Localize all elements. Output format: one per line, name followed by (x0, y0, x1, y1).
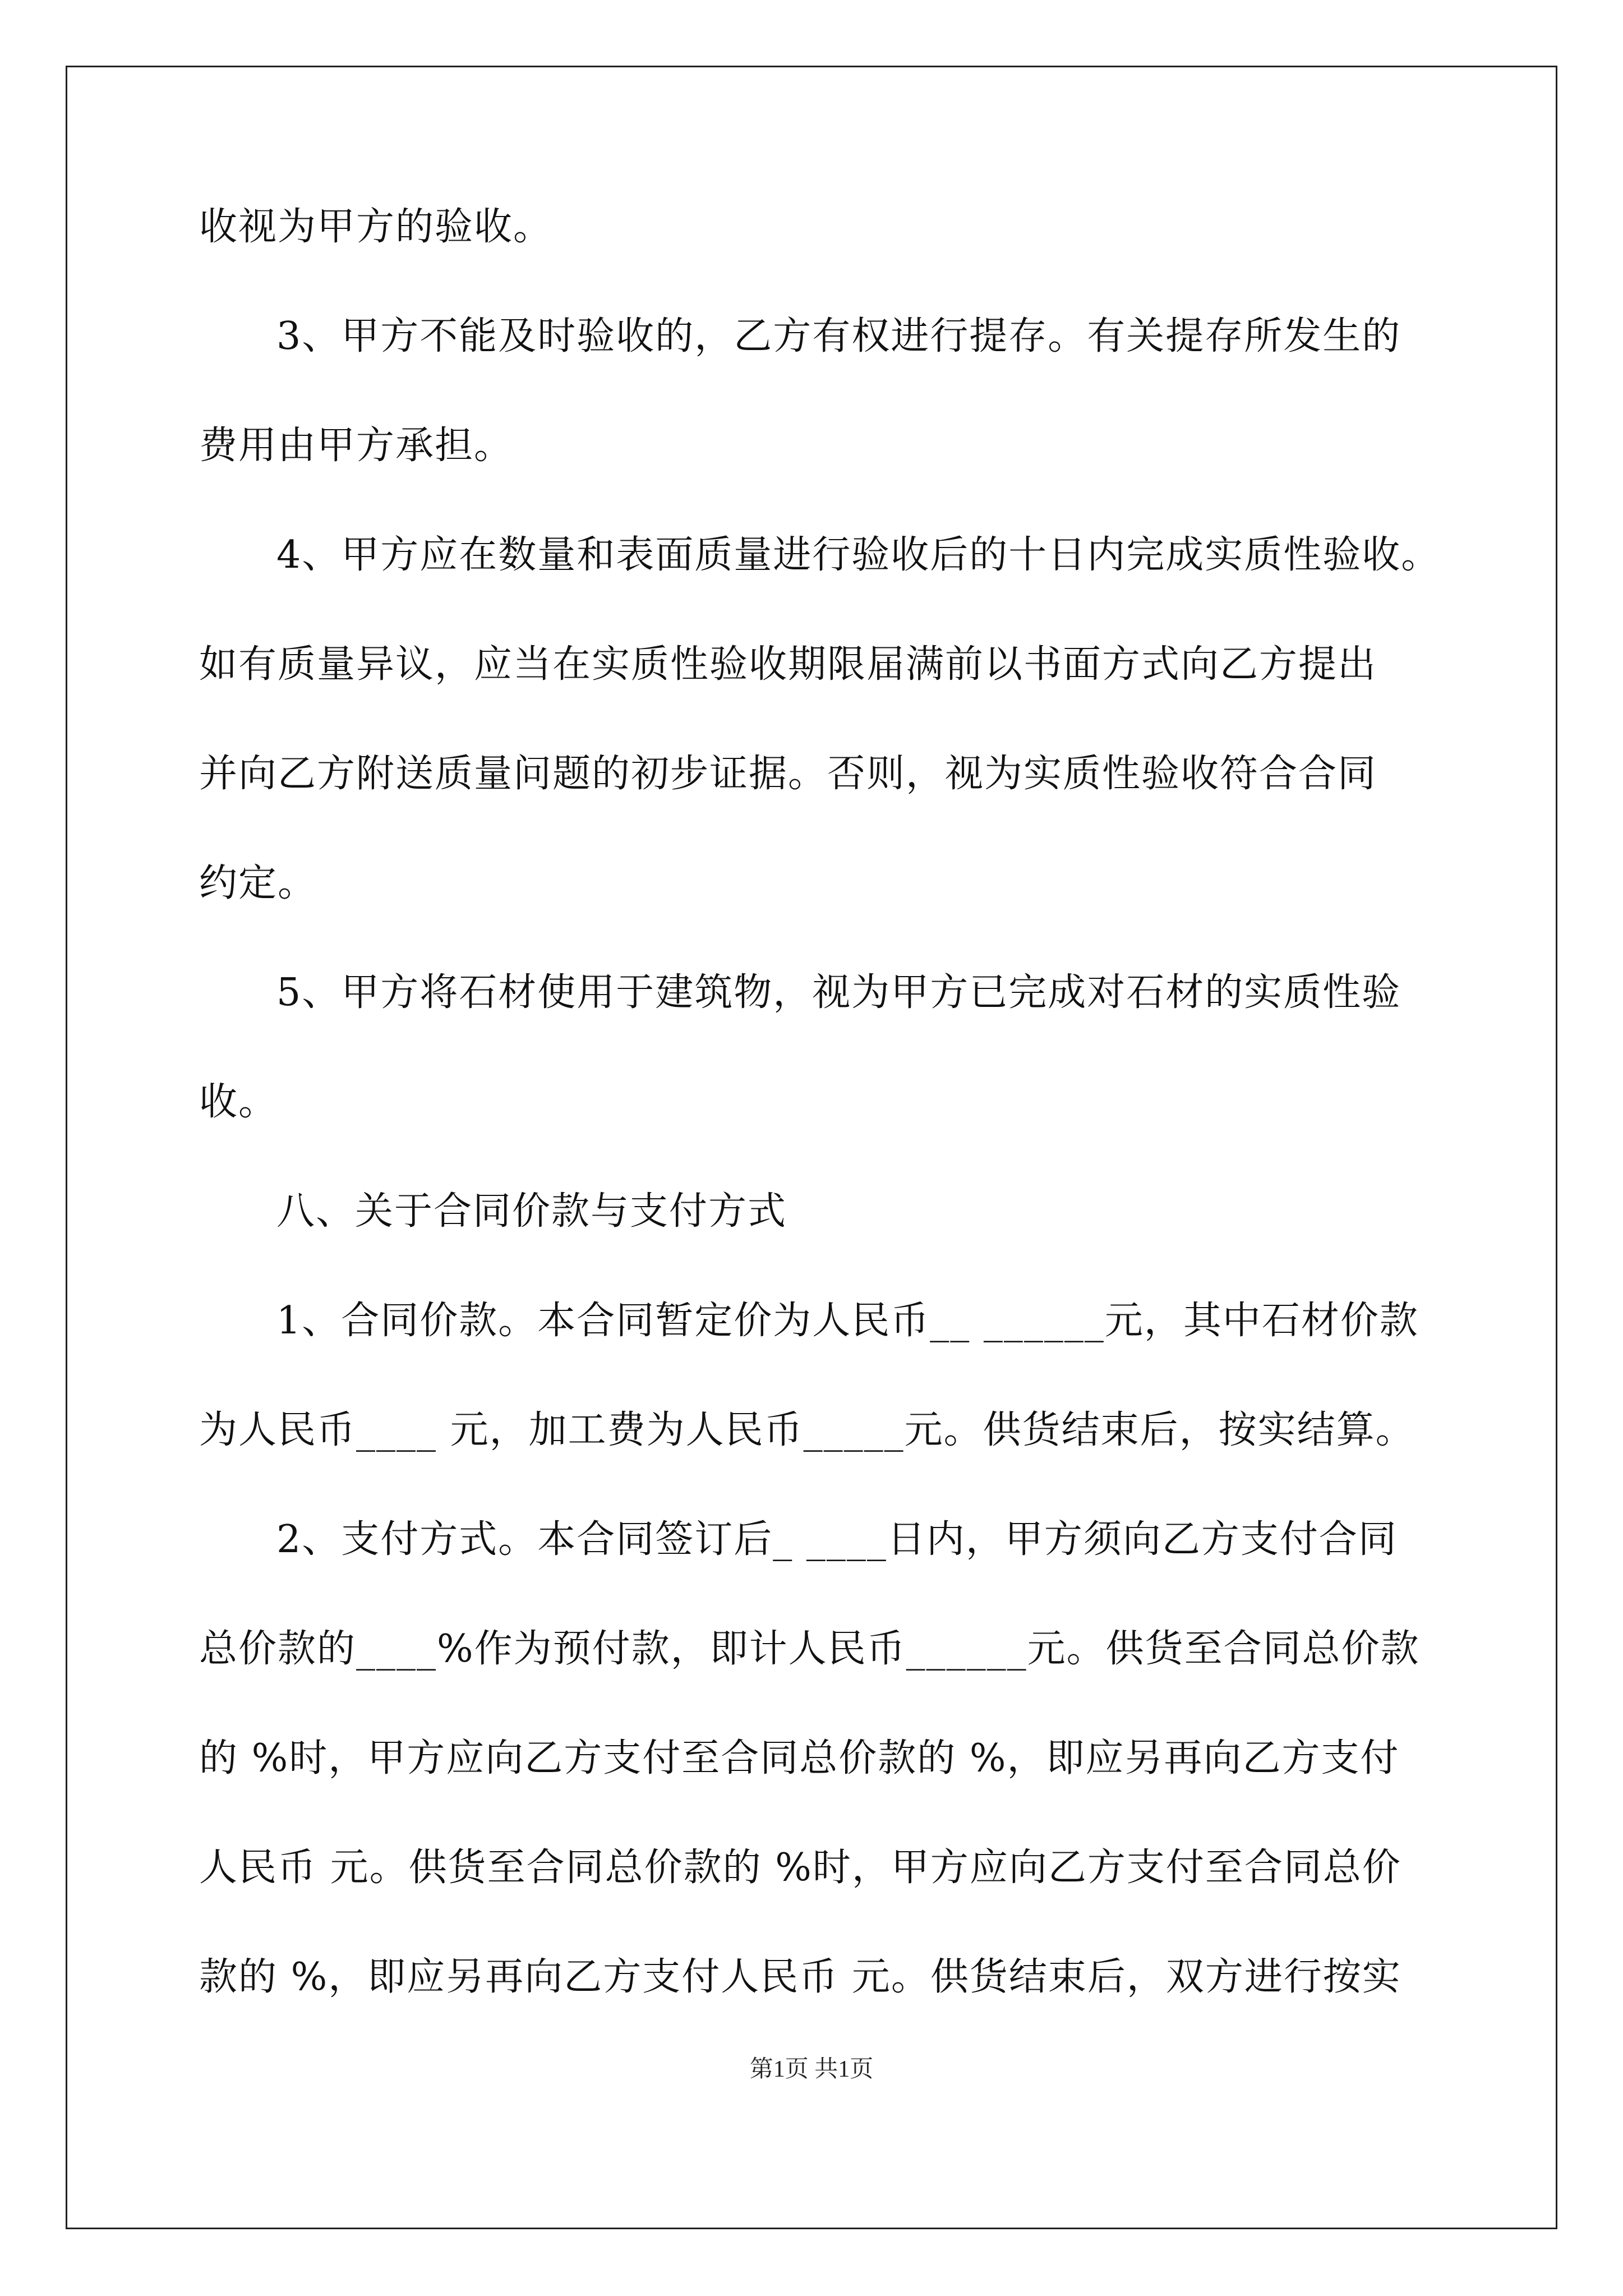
text-line: 1、合同价款。本合同暂定价为人民币__ ______元，其中石材价款 (276, 1299, 1419, 1343)
text-line: 为人民币____ 元，加工费为人民币_____元。供货结束后，按实结算。 (199, 1408, 1415, 1452)
text-line: 4、甲方应在数量和表面质量进行验收后的十日内完成实质性验收。 (276, 533, 1441, 577)
text-line: 的 %时，甲方应向乙方支付至合同总价款的 %，即应另再向乙方支付 (199, 1736, 1400, 1780)
text-line: 约定。 (199, 861, 317, 905)
text-line: 费用由甲方承担。 (199, 424, 514, 468)
text-line: 收。 (199, 1080, 278, 1124)
text-line: 款的 %，即应另再向乙方支付人民币 元。供货结束后，双方进行按实 (199, 1955, 1401, 1999)
page-number-footer: 第1页 共1页 (749, 2056, 874, 2082)
text-line: 收视为甲方的验收。 (199, 205, 553, 249)
page-border (66, 66, 1557, 2229)
text-line: 2、支付方式。本合同签订后_ ____日内，甲方须向乙方支付合同 (276, 1517, 1398, 1562)
text-line: 3、甲方不能及时验收的，乙方有权进行提存。有关提存所发生的 (276, 314, 1401, 358)
section-heading: 八、关于合同价款与支付方式 (276, 1189, 787, 1234)
text-line: 并向乙方附送质量问题的初步证据。否则，视为实质性验收符合合同 (199, 752, 1377, 796)
text-line: 5、甲方将石材使用于建筑物，视为甲方已完成对石材的实质性验 (276, 970, 1401, 1015)
text-line: 如有质量异议，应当在实质性验收期限届满前以书面方式向乙方提出 (199, 642, 1377, 687)
text-line: 人民币 元。供货至合同总价款的 %时，甲方应向乙方支付至合同总价 (199, 1846, 1401, 1890)
text-line: 总价款的____%作为预付款，即计人民币______元。供货至合同总价款 (199, 1627, 1420, 1671)
